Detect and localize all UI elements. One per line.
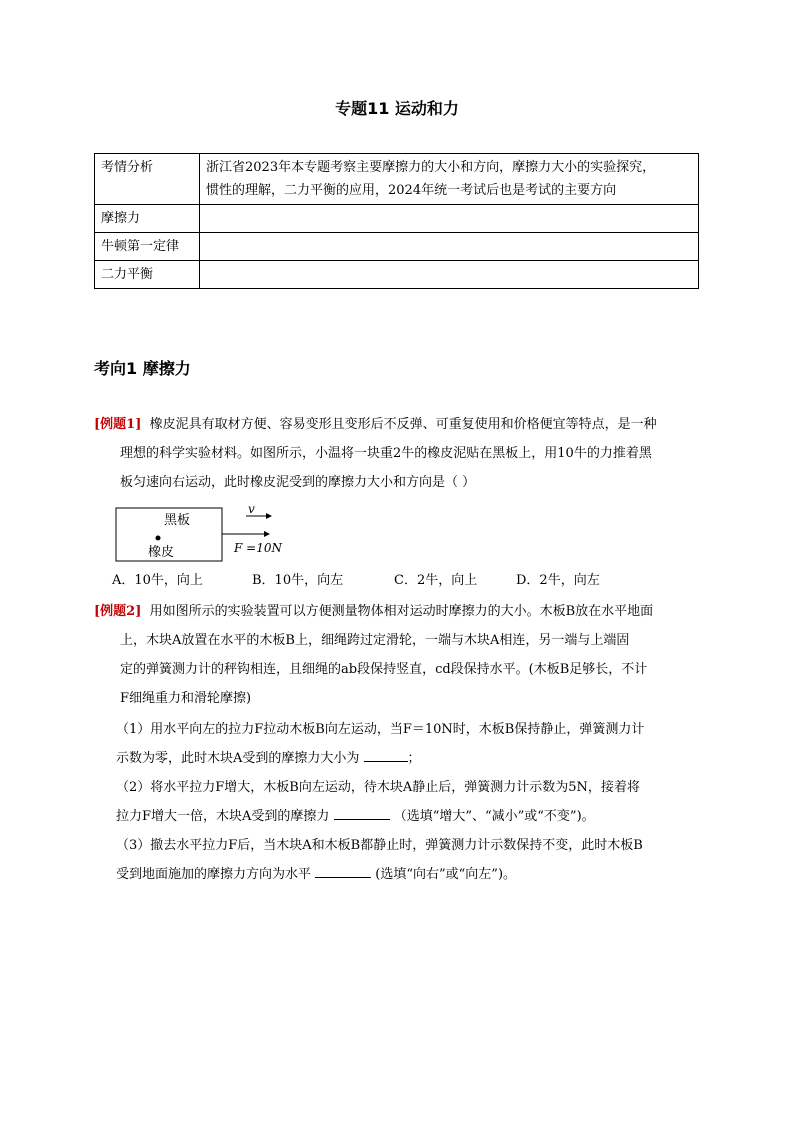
example-1 xyxy=(94,410,704,497)
question-text: （选填“增大”、“减小”或“不变”)。 xyxy=(393,809,595,824)
row-label: 考情分析 xyxy=(95,154,200,205)
question-text: 拉力F增大一倍，木块A受到的摩擦力 xyxy=(116,809,330,824)
table-row xyxy=(95,205,699,233)
option-c[interactable]: C．2牛，向上 xyxy=(394,573,478,588)
question-text: 用如图所示的实验装置可以方便测量物体相对运动时摩擦力的大小。木板B放在水平地面 xyxy=(149,604,654,619)
options xyxy=(112,569,600,588)
table-row xyxy=(95,154,699,205)
question-text: (选填“向右”或“向左”)。 xyxy=(375,867,517,882)
row-content xyxy=(200,261,699,289)
clay-label: 橡皮 xyxy=(148,545,175,560)
clay-dot xyxy=(156,536,161,541)
question-text: 橡皮泥具有取材方便、容易变形且变形后不反弹、可重复使用和价格便宜等特点，是一种 xyxy=(149,417,657,432)
row-content xyxy=(200,154,699,205)
question-text: 上，木块A放置在水平的木板B上，细绳跨过定滑轮，一端与木块A相连，另一端与上端固 xyxy=(120,633,630,648)
example-tag: [例题2] xyxy=(94,604,142,619)
row-content-line: 惯性的理解，二力平衡的应用，2024年统一考试后也是考试的主要方向 xyxy=(206,183,617,198)
row-content xyxy=(200,205,699,233)
sub-question-1: （1）用水平向左的拉力F拉动木板B向左运动，当F＝10N时，木板B保持静止，弹簧测力计 xyxy=(116,722,645,737)
answer-blank-1[interactable] xyxy=(364,747,408,762)
row-label: 牛顿第一定律 xyxy=(95,233,200,261)
question-text: ； xyxy=(407,751,421,766)
sub-question-2: （2）将水平拉力F增大，木板B向左运动，待木块A静止后，弹簧测力计示数为5N，接着将 xyxy=(116,780,640,795)
example1-figure xyxy=(112,500,312,566)
table-row xyxy=(95,261,699,289)
question-text: 示数为零，此时木块A受到的摩擦力大小为 xyxy=(116,751,360,766)
analysis-table xyxy=(94,153,699,289)
sub-question-3: （3）撤去水平拉力F后，当木块A和木板B都静止时，弹簧测力计示数保持不变，此时木板B xyxy=(116,838,643,853)
force-label: F =10N xyxy=(234,541,282,555)
velocity-label: v xyxy=(248,502,255,516)
velocity-arrowhead xyxy=(266,513,272,519)
question-text: 板匀速向右运动，此时橡皮泥受到的摩擦力大小和方向是（ ） xyxy=(120,475,476,490)
question-text: 理想的科学实验材料。如图所示，小温将一块重2牛的橡皮泥贴在黑板上，用10牛的力推着黑 xyxy=(120,446,652,461)
example-tag: [例题1] xyxy=(94,417,142,432)
example-2 xyxy=(94,597,704,889)
question-text: F细绳重力和滑轮摩擦) xyxy=(120,691,252,706)
answer-blank-2[interactable] xyxy=(334,805,390,820)
table-row xyxy=(95,233,699,261)
row-label: 二力平衡 xyxy=(95,261,200,289)
answer-blank-3[interactable] xyxy=(315,863,371,878)
sub-question-3-cont xyxy=(94,860,704,889)
question-text: 定的弹簧测力计的秤钩相连，且细绳的ab段保持竖直，cd段保持水平。(木板B足够长，不计 xyxy=(120,662,648,677)
row-label: 摩擦力 xyxy=(95,205,200,233)
board-label: 黑板 xyxy=(164,513,191,528)
sub-question-1-cont xyxy=(94,744,704,773)
section-title: 考向1 摩擦力 xyxy=(94,359,191,378)
force-arrowhead xyxy=(264,531,270,537)
option-d[interactable]: D．2牛，向左 xyxy=(516,573,600,588)
page-title: 专题11 运动和力 xyxy=(335,99,459,118)
row-content-line: 浙江省2023年本专题考察主要摩擦力的大小和方向，摩擦力大小的实验探究， xyxy=(206,160,656,175)
option-a[interactable]: A．10牛，向上 xyxy=(112,573,203,588)
row-content xyxy=(200,233,699,261)
option-b[interactable]: B．10牛，向左 xyxy=(252,573,344,588)
question-text: 受到地面施加的摩擦力方向为水平 xyxy=(116,867,312,882)
sub-question-2-cont xyxy=(94,802,704,831)
